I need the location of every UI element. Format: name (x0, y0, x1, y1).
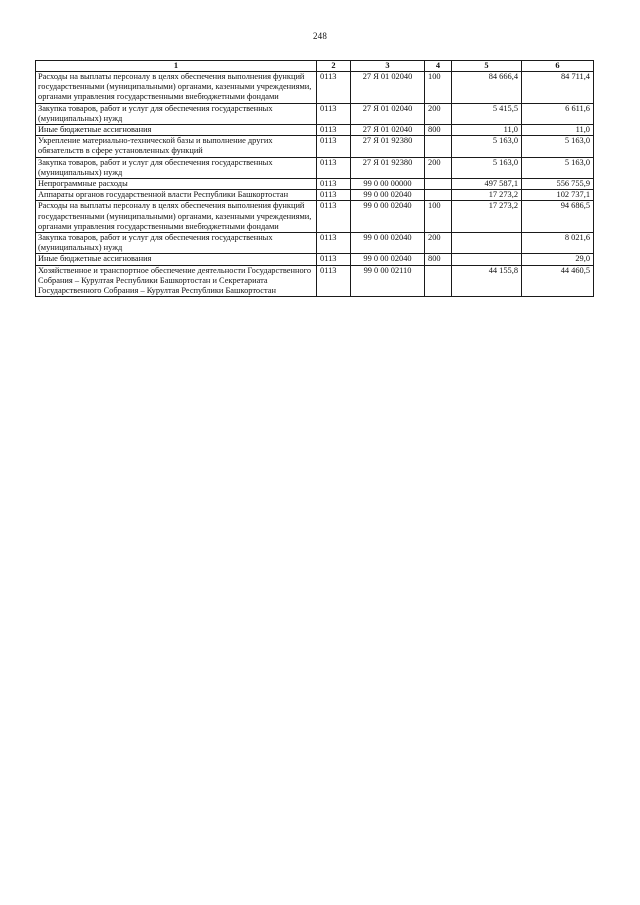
table-row (36, 125, 594, 136)
cell-name: Иные бюджетные ассигнования (36, 254, 317, 265)
cell-name: Расходы на выплаты персоналу в целях обеспечения выполнения функций государственными (муниципальными) органами, казенными учреждениями, органами управления государственными внебюджетными фондами (36, 201, 317, 233)
column-header-expense-type: 4 (425, 61, 452, 72)
cell-amount-2: 29,0 (522, 254, 594, 265)
cell-amount-2: 84 711,4 (522, 72, 594, 104)
cell-amount-2: 11,0 (522, 125, 594, 136)
cell-section: 0113 (317, 190, 351, 201)
cell-article: 99 0 00 02040 (351, 254, 425, 265)
column-header-name: 1 (36, 61, 317, 72)
table-row (36, 233, 594, 254)
cell-section: 0113 (317, 201, 351, 233)
table-row (36, 179, 594, 190)
cell-section: 0113 (317, 72, 351, 104)
cell-name: Закупка товаров, работ и услуг для обеспечения государственных (муниципальных) нужд (36, 103, 317, 124)
cell-expense-type: 800 (425, 125, 452, 136)
cell-section: 0113 (317, 103, 351, 124)
cell-expense-type (425, 190, 452, 201)
column-header-amount-2: 6 (522, 61, 594, 72)
cell-expense-type: 100 (425, 72, 452, 104)
cell-article: 27 Я 01 02040 (351, 72, 425, 104)
cell-article: 27 Я 01 02040 (351, 125, 425, 136)
cell-article: 27 Я 01 92380 (351, 136, 425, 157)
budget-table (35, 60, 594, 297)
cell-expense-type (425, 179, 452, 190)
cell-name: Расходы на выплаты персоналу в целях обеспечения выполнения функций государственными (муниципальными) органами, казенными учреждениями, органами управления государственными внебюджетными фондами (36, 72, 317, 104)
cell-amount-2: 5 163,0 (522, 157, 594, 178)
cell-expense-type: 100 (425, 201, 452, 233)
table-row (36, 265, 594, 297)
table-row (36, 254, 594, 265)
cell-name: Иные бюджетные ассигнования (36, 125, 317, 136)
page-number: 248 (312, 31, 328, 41)
cell-amount-1: 11,0 (452, 125, 522, 136)
cell-amount-2: 5 163,0 (522, 136, 594, 157)
table-row (36, 136, 594, 157)
cell-section: 0113 (317, 254, 351, 265)
cell-amount-2: 94 686,5 (522, 201, 594, 233)
cell-amount-1: 5 415,5 (452, 103, 522, 124)
column-header-section: 2 (317, 61, 351, 72)
cell-expense-type (425, 265, 452, 297)
cell-name: Закупка товаров, работ и услуг для обеспечения государственных (муниципальных) нужд (36, 157, 317, 178)
cell-article: 99 0 00 02040 (351, 201, 425, 233)
cell-amount-2: 8 021,6 (522, 233, 594, 254)
cell-section: 0113 (317, 265, 351, 297)
cell-amount-1: 17 273,2 (452, 190, 522, 201)
cell-amount-1 (452, 254, 522, 265)
cell-amount-1: 5 163,0 (452, 136, 522, 157)
cell-article: 27 Я 01 92380 (351, 157, 425, 178)
cell-expense-type: 200 (425, 157, 452, 178)
cell-section: 0113 (317, 157, 351, 178)
cell-name: Укрепление материально-технической базы и выполнение других обязательств в сфере установленных функций (36, 136, 317, 157)
cell-amount-2: 44 460,5 (522, 265, 594, 297)
cell-expense-type: 200 (425, 103, 452, 124)
cell-name: Хозяйственное и транспортное обеспечение деятельности Государственного Собрания – Курултая Республики Башкортостан и Секретариата Государственного Собрания – Курултая Республики Башкортостан (36, 265, 317, 297)
cell-article: 99 0 00 02040 (351, 233, 425, 254)
cell-section: 0113 (317, 179, 351, 190)
cell-article: 99 0 00 00000 (351, 179, 425, 190)
cell-amount-1 (452, 233, 522, 254)
cell-expense-type (425, 136, 452, 157)
cell-name: Закупка товаров, работ и услуг для обеспечения государственных (муниципальных) нужд (36, 233, 317, 254)
cell-amount-1: 17 273,2 (452, 201, 522, 233)
cell-amount-1: 84 666,4 (452, 72, 522, 104)
cell-name: Аппараты органов государственной власти Республики Башкортостан (36, 190, 317, 201)
table-row (36, 190, 594, 201)
cell-name: Непрограммные расходы (36, 179, 317, 190)
table-row (36, 201, 594, 233)
cell-amount-2: 556 755,9 (522, 179, 594, 190)
cell-expense-type: 800 (425, 254, 452, 265)
table-row (36, 72, 594, 104)
table-header-row (36, 61, 594, 72)
cell-amount-1: 497 587,1 (452, 179, 522, 190)
cell-amount-2: 6 611,6 (522, 103, 594, 124)
cell-article: 27 Я 01 02040 (351, 103, 425, 124)
cell-article: 99 0 00 02040 (351, 190, 425, 201)
cell-section: 0113 (317, 125, 351, 136)
cell-section: 0113 (317, 233, 351, 254)
cell-article: 99 0 00 02110 (351, 265, 425, 297)
table-row (36, 157, 594, 178)
cell-section: 0113 (317, 136, 351, 157)
table-row (36, 103, 594, 124)
cell-amount-2: 102 737,1 (522, 190, 594, 201)
column-header-amount-1: 5 (452, 61, 522, 72)
cell-amount-1: 5 163,0 (452, 157, 522, 178)
cell-amount-1: 44 155,8 (452, 265, 522, 297)
cell-expense-type: 200 (425, 233, 452, 254)
column-header-article: 3 (351, 61, 425, 72)
